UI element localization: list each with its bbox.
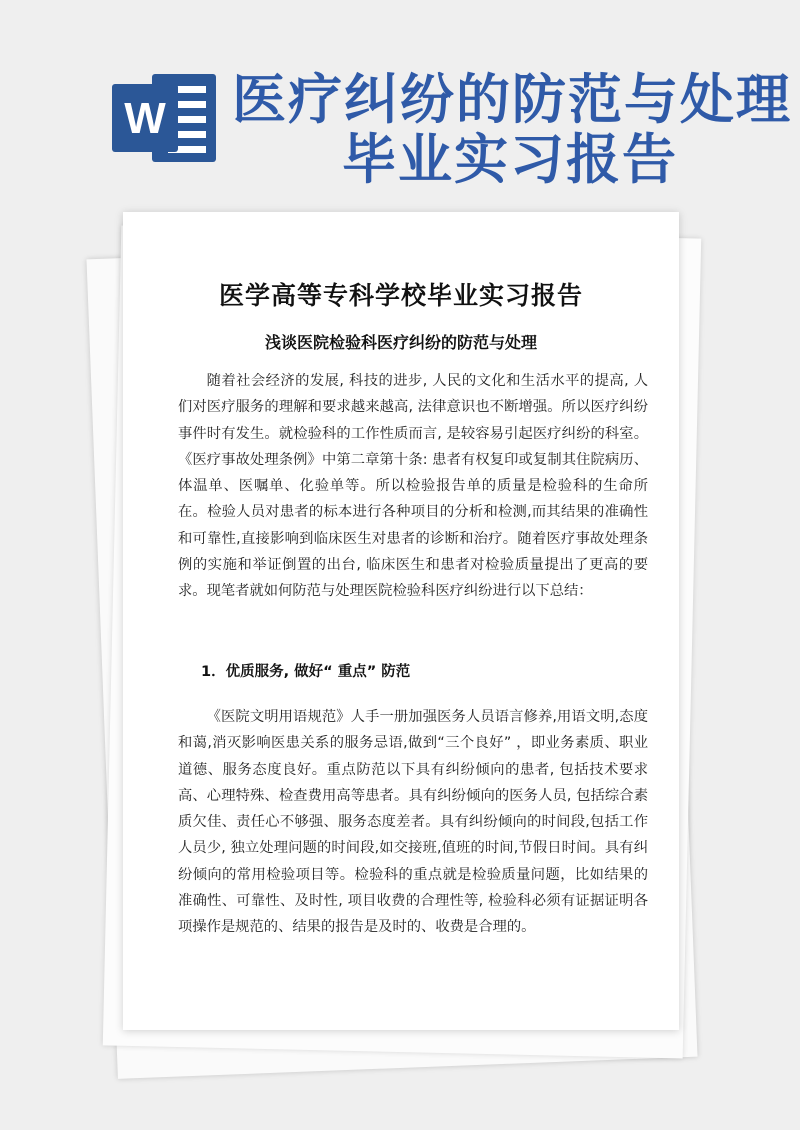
document-page — [123, 212, 679, 1030]
svg-text:W: W — [124, 94, 166, 143]
paragraph-section1: 《医院文明用语规范》人手一册加强医务人员语言修养,用语文明,态度和蔼,消灭影响医患关系的服务忌语,做到“三个良好” ，即业务素质、职业道德、服务态度良好。重点防范以下具有纠纷倾向的患者, 包括技术要求高、心理特殊、检查费用高等患者。具有纠纷倾向的医务人员, 包括综合素质欠佳、责任心不够强、服务态度差者。具有纠纷倾向的时间段,包括工作人员少, 独立处理问题的时间段,如交接班,值班的时间,节假日时间。具有纠纷倾向的常用检验项目等。检验科的重点就是检验质量问题，比如结果的准确性、可靠性、及时性, 项目收费的合理性等, 检验科必须有证据证明各项操作是规范的、结果的报告是及时的、收费是合理的。 — [178, 709, 648, 936]
document-subtitle: 浅谈医院检验科医疗纠纷的防范与处理 — [264, 333, 537, 352]
header-title-line1: 医疗纠纷的防范与处理 — [232, 68, 792, 131]
document-title: 医学高等专科学校毕业实习报告 — [218, 281, 583, 310]
header-title-line2: 毕业实习报告 — [342, 128, 678, 191]
header-banner — [0, 0, 800, 200]
word-document-icon — [112, 68, 222, 168]
section-heading: 1．优质服务, 做好“ 重点” 防范 — [201, 664, 411, 680]
paragraph-intro: 随着社会经济的发展, 科技的进步, 人民的文化和生活水平的提高, 人们对医疗服务的理解和要求越来越高, 法律意识也不断增强。所以医疗纠纷事件时有发生。就检验科的工作性质而言, 是较容易引起医疗纠纷的科室。《医疗事故处理条例》中第二章第十条: 患者有权复印或复制其住院病历、体温单、医嘱单、化验单等。所以检验报告单的质量是检验科的生命所在。检验人员对患者的标本进行各种项目的分析和检测,而其结果的准确性和可靠性,直接影响到临床医生对患者的诊断和治疗。随着医疗事故处理条例的实施和举证倒置的出台, 临床医生和患者对检验质量提出了更高的要求。现笔者就如何防范与处理医院检验科医疗纠纷进行以下总结： — [178, 373, 648, 600]
